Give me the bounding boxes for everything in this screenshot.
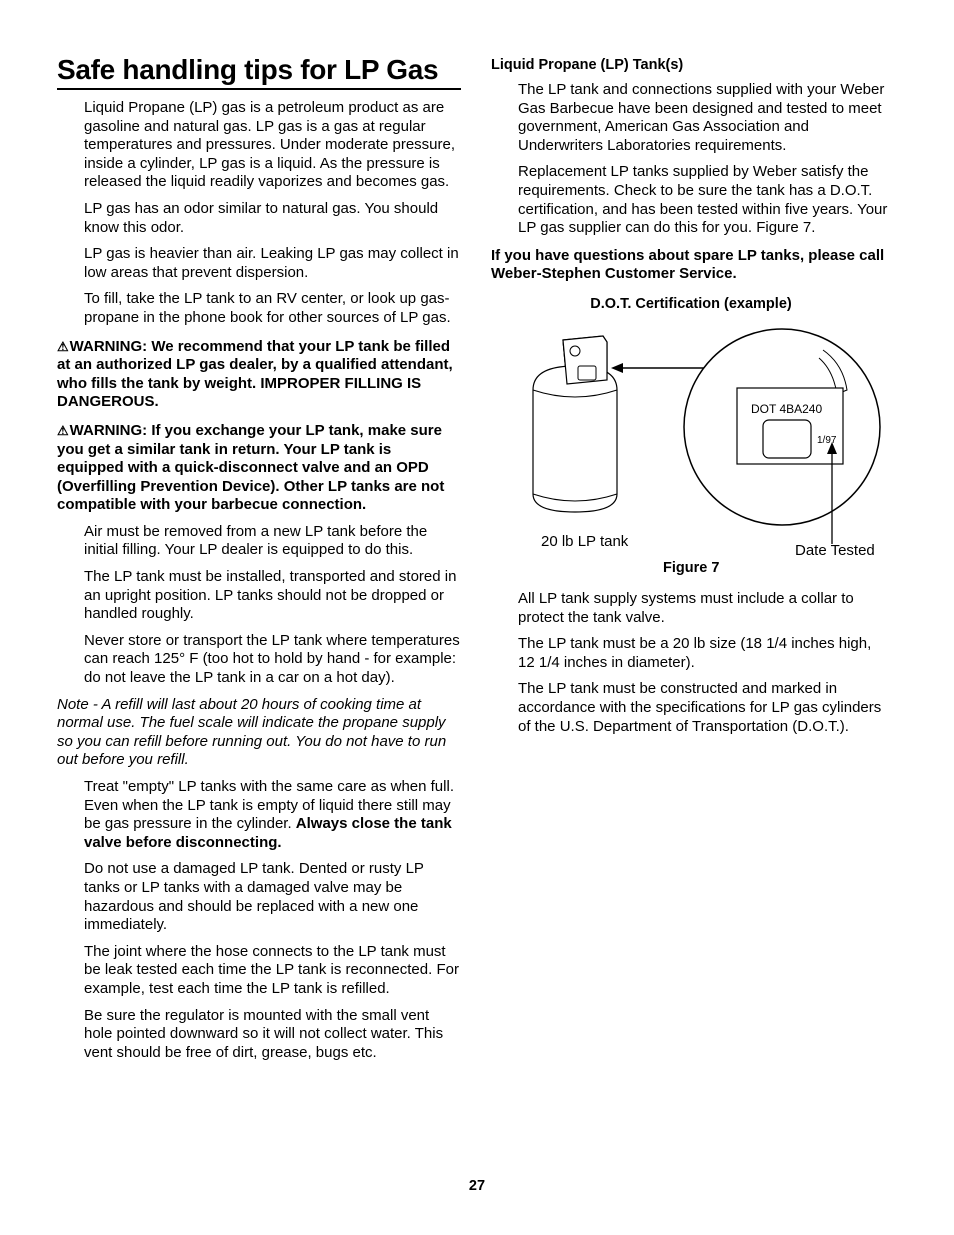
paragraph-heavier-than-air: LP gas is heavier than air. Leaking LP gas may collect in low areas that prevent dispersion.: [84, 245, 459, 281]
section-heading-lp-tanks: Liquid Propane (LP) Tank(s): [491, 57, 684, 73]
collar-hole-front: [570, 346, 580, 356]
empty-tanks-emphasis: Always close the tank valve before disconnecting.: [84, 815, 452, 851]
paragraph-questions: If you have questions about spare LP tanks, please call Weber-Stephen Customer Service.: [491, 246, 885, 283]
figure-title: D.O.T. Certification (example): [590, 295, 792, 312]
warning-filling: [57, 338, 461, 412]
paragraph-empty-tanks: [57, 778, 461, 852]
warning-icon: ⚠: [57, 422, 69, 438]
warning-exchange-text: WARNING: If you exchange your LP tank, make sure you get a similar tank in return. Your LP tank is equipped with a quick-disconnect valve and an OPD (Overfilling Prevention Device). Other LP tanks are not compatible with your barbecue connection.: [57, 421, 445, 514]
collar-label-front: [578, 366, 596, 380]
empty-tanks-text: Treat "empty" LP tanks with the same care as when full. Even when the LP tank is empty of liquid there still may be gas pressure in the cylinder.: [84, 778, 454, 833]
paragraph-temperature: Never store or transport the LP tank where temperatures can reach 125° F (too hot to hold by hand - for example: do not leave the LP tank in a car on a hot day).: [84, 631, 460, 687]
paragraph-fill-sources: To fill, take the LP tank to an RV center, or look up gas-propane in the phone book for other sources of LP gas.: [84, 290, 451, 326]
plate-window: [763, 420, 811, 458]
figure-dot-certification: [525, 322, 895, 582]
date-tested-label: Date Tested: [795, 542, 875, 559]
right-column-lower: [491, 590, 891, 736]
paragraph-odor: LP gas has an odor similar to natural gas. You should know this odor.: [84, 199, 439, 236]
paragraph-air-removal: Air must be removed from a new LP tank before the initial filling. Your LP dealer is equipped to do this.: [84, 522, 428, 559]
dot-code-label: DOT 4BA240: [751, 402, 823, 416]
paragraph-leak-test: The joint where the hose connects to the LP tank must be leak tested each time the LP tank is reconnected. For example, test each time the LP tank is refilled.: [84, 942, 459, 997]
left-column: [57, 55, 461, 1062]
warning-filling-text: WARNING: We recommend that your LP tank be filled at an authorized LP gas dealer, by a qualified attendant, who fills the tank by weight. IMPROPER FILLING IS DANGEROUS.: [57, 337, 453, 411]
figure-caption: Figure 7: [663, 560, 720, 576]
paragraph-collar: All LP tank supply systems must include a collar to protect the tank valve.: [518, 590, 854, 626]
paragraph-replacement-tanks: Replacement LP tanks supplied by Weber satisfy the requirements. Check to be sure the tank has a D.O.T. certification, and has been tested within five years. Your LP gas supplier can do this for you. Figure 7.: [518, 163, 888, 237]
paragraph-size: The LP tank must be a 20 lb size (18 1/4 inches high, 12 1/4 inches in diameter).: [518, 635, 872, 671]
page-number: 27: [468, 1178, 486, 1194]
paragraph-regulator: Be sure the regulator is mounted with the small vent hole pointed downward so it will not collect water. This vent should be free of dirt, grease, bugs etc.: [84, 1006, 444, 1061]
date-code-label: 1/97: [817, 435, 837, 446]
warning-exchange: [57, 422, 461, 515]
paragraph-upright: The LP tank must be installed, transported and stored in an upright position. LP tanks should not be dropped or handled roughly.: [84, 568, 457, 623]
warning-icon: ⚠: [57, 338, 69, 354]
note-refill: Note - A refill will last about 20 hours of cooking time at normal use. The fuel scale will indicate the propane supply so you can refill before running out. You do not have to run out before you refill.: [57, 695, 447, 769]
paragraph-dot-spec: The LP tank must be constructed and marked in accordance with the specifications for LP gas cylinders of the U.S. Department of Transportation (D.O.T.).: [518, 680, 882, 735]
paragraph-supplied-tank: The LP tank and connections supplied with your Weber Gas Barbecue have been designed and tested to meet government, American Gas Association and Underwriters Laboratories requirements.: [518, 81, 885, 154]
pointer-arrowhead: [611, 363, 623, 373]
tank-body: [533, 366, 617, 512]
right-column: [491, 56, 891, 314]
tank-label: 20 lb LP tank: [541, 533, 629, 550]
paragraph-damaged-tank: Do not use a damaged LP tank. Dented or rusty LP tanks or LP tanks with a damaged valve may be hazardous and should be replaced with a new one immediately.: [84, 860, 424, 934]
paragraph-lp-definition: Liquid Propane (LP) gas is a petroleum product as are gasoline and natural gas. LP gas is a gas at regular temperatures and pressures. Under moderate pressure, inside a cylinder, LP gas is a liquid. As the pressure is released the liquid readily vaporizes and becomes gas.: [84, 99, 456, 191]
page-title: Safe handling tips for LP Gas: [57, 55, 461, 90]
